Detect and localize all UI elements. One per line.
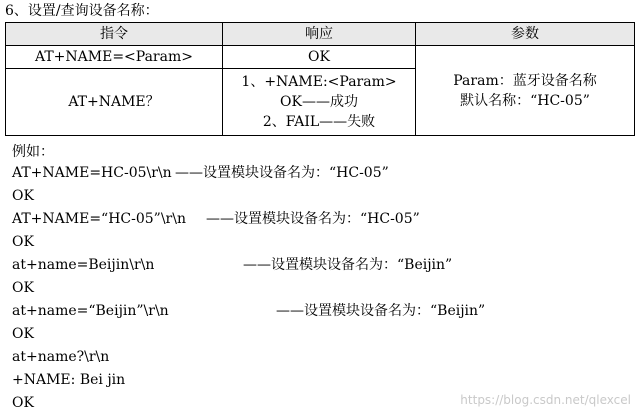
parameter-cell [416,46,635,136]
parameter-description: Param：蓝牙设备名称 [453,72,597,89]
example-line [12,231,34,253]
example-command: +NAME: Bei jin [12,372,126,388]
example-command: OK [12,280,34,296]
example-command: OK [12,188,34,204]
header-command: 指令 [6,23,223,46]
example-line [12,277,34,299]
example-line [12,208,420,230]
response-line: OK——成功 [280,94,358,110]
command-table [5,22,635,136]
table-header-row [6,23,635,46]
command-cell: AT+NAME=<Param> [6,46,223,69]
header-parameter: 参数 [416,23,635,46]
example-line [12,185,34,207]
table-row [6,46,635,69]
example-command: AT+NAME=HC-05\r\n [12,165,172,181]
example-command: at+name=“Beijin”\r\n [12,303,169,319]
example-command: OK [12,326,34,342]
example-line [12,323,34,345]
example-comment: ——设置模块设备名为：“Beijin” [243,257,453,273]
response-line: 1、+NAME:<Param> [241,74,397,90]
example-line [12,162,389,184]
example-line [12,392,34,414]
command-cell: AT+NAME？ [6,69,223,136]
example-comment: ——设置模块设备名为：“HC-05” [175,165,389,181]
example-command: OK [12,395,34,411]
response-cell: OK [223,46,416,69]
watermark: https://blog.csdn.net/qlexcel [460,393,631,407]
response-line: 2、FAIL——失败 [262,114,376,130]
example-line [12,300,486,322]
header-response: 响应 [223,23,416,46]
example-command: at+name=Beijin\r\n [12,257,155,273]
examples-title: 例如： [12,144,54,160]
example-command: AT+NAME=“HC-05”\r\n [12,211,186,227]
example-command: at+name?\r\n [12,349,110,365]
example-line [12,369,125,391]
response-cell [223,69,416,136]
section-heading: 6、设置/查询设备名称： [5,3,159,19]
example-line [12,346,109,368]
example-comment: ——设置模块设备名为：“Beijin” [276,303,486,319]
parameter-default: 默认名称：“HC-05” [460,92,590,109]
example-comment: ——设置模块设备名为：“HC-05” [206,211,420,227]
example-command: OK [12,234,34,250]
example-line [12,254,453,276]
